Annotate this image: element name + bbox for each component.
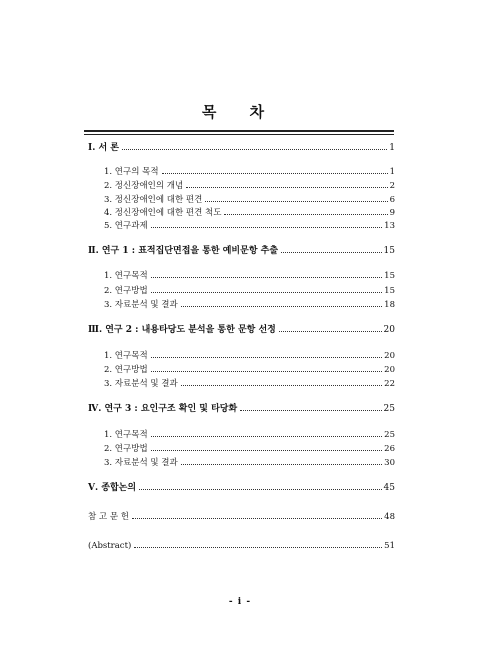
toc-section-entry	[88, 483, 395, 494]
page-number-footer: - i -	[228, 597, 252, 607]
toc-entry-label: (Abstract)	[88, 541, 132, 551]
toc-subsection-entry	[104, 430, 395, 441]
dot-leader	[132, 517, 382, 519]
toc-subsection-entry	[104, 271, 395, 282]
toc-entry-label: 5. 연구과제	[104, 221, 148, 231]
toc-entry-page: 20	[383, 325, 395, 335]
toc-entry-label: Ⅲ. 연구 2 : 내용타당도 분석을 통한 문항 선정	[88, 325, 276, 335]
toc-entry-page: 2	[389, 181, 395, 191]
toc-subsection-entry	[104, 195, 395, 206]
toc-subsection-entry	[104, 181, 395, 192]
dot-leader	[134, 546, 382, 548]
dot-leader	[205, 200, 387, 202]
toc-section-entry	[88, 246, 395, 257]
toc-entry-page: 22	[384, 379, 395, 389]
toc-subsection-entry	[104, 351, 395, 362]
toc-section-entry	[88, 143, 395, 154]
dot-leader	[139, 488, 382, 490]
toc-entry-page: 15	[383, 246, 395, 256]
dot-leader	[151, 370, 383, 372]
toc-entry-label: 3. 정신장애인에 대한 편견	[104, 195, 203, 205]
toc-subsection-entry	[104, 458, 395, 469]
toc-subsection-entry	[104, 208, 395, 219]
dot-leader	[162, 172, 388, 174]
dot-leader	[122, 148, 387, 150]
toc-entry-label: Ⅰ. 서 론	[88, 143, 119, 153]
toc-subsection-entry	[104, 286, 395, 297]
toc-entry-page: 15	[384, 271, 395, 281]
toc-entry-label: 3. 자료분석 및 결과	[104, 300, 178, 310]
dot-leader	[151, 356, 383, 358]
toc-entry-page: 51	[384, 541, 395, 551]
toc-subsection-entry	[104, 444, 395, 455]
dot-leader	[151, 276, 383, 278]
toc-subsection-entry	[104, 365, 395, 376]
toc-entry-label: 1. 연구목적	[104, 271, 148, 281]
dot-leader	[186, 186, 387, 188]
toc-entry-page: 15	[384, 286, 395, 296]
dot-leader	[279, 330, 382, 332]
dot-leader	[281, 251, 382, 253]
toc-entry-label: 2. 정신장애인의 개념	[104, 181, 184, 191]
dot-leader	[181, 463, 382, 465]
toc-entry-label: 2. 연구방법	[104, 365, 148, 375]
toc-entry	[88, 512, 395, 523]
toc-entry-label: 참 고 문 헌	[88, 512, 129, 522]
toc-section-entry	[88, 404, 395, 415]
toc-entry-label: 2. 연구방법	[104, 286, 148, 296]
toc-entry-page: 1	[389, 143, 395, 153]
toc-entry-page: 6	[389, 195, 395, 205]
dot-leader	[151, 291, 383, 293]
toc-entry-page: 26	[384, 444, 395, 454]
dot-leader	[151, 435, 383, 437]
toc-entry-page: 20	[384, 365, 395, 375]
toc-subsection-entry	[104, 379, 395, 390]
toc-entry-page: 48	[384, 512, 395, 522]
toc-entry-page: 30	[384, 458, 395, 468]
toc-entry-label: Ⅳ. 연구 3 : 요인구조 확인 및 타당화	[88, 404, 238, 414]
dot-leader	[181, 305, 382, 307]
toc-entry-page: 1	[389, 167, 395, 177]
dot-leader	[240, 409, 381, 411]
toc-entry-label: 1. 연구목적	[104, 351, 148, 361]
toc-entry	[88, 541, 395, 552]
toc-entry-label: 3. 자료분석 및 결과	[104, 458, 178, 468]
dot-leader	[224, 213, 387, 215]
page-title: 목 차	[201, 103, 279, 121]
dot-leader	[151, 226, 383, 228]
toc-subsection-entry	[104, 167, 395, 178]
toc-entry-label: 1. 연구목적	[104, 430, 148, 440]
toc-entry-label: 4. 정신장애인에 대한 편견 척도	[104, 208, 222, 218]
toc-entry-page: 9	[389, 208, 395, 218]
toc-entry-page: 25	[384, 430, 395, 440]
toc-entry-label: 1. 연구의 목적	[104, 167, 159, 177]
dot-leader	[151, 449, 383, 451]
toc-entry-label: Ⅴ. 종합논의	[88, 483, 137, 493]
toc-entry-page: 45	[383, 483, 395, 493]
toc-entry-label: 3. 자료분석 및 결과	[104, 379, 178, 389]
toc-entry-page: 13	[384, 221, 395, 231]
toc-entry-page: 18	[384, 300, 395, 310]
toc-entry-label: 2. 연구방법	[104, 444, 148, 454]
toc-entry-page: 20	[384, 351, 395, 361]
toc-entry-label: Ⅱ. 연구 1 : 표적집단면접을 통한 예비문항 추출	[88, 246, 279, 256]
toc-subsection-entry	[104, 221, 395, 232]
dot-leader	[181, 384, 382, 386]
toc-subsection-entry	[104, 300, 395, 311]
toc-entry-page: 25	[383, 404, 395, 414]
toc-section-entry	[88, 325, 395, 336]
